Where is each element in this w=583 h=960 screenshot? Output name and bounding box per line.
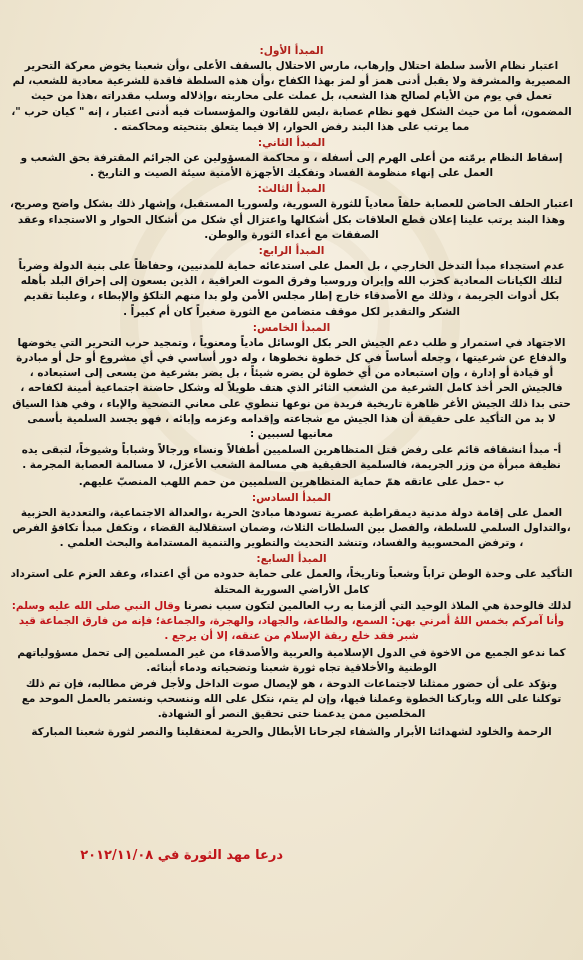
section-item: أ- مبدأ انشقاقه قائم على رفض قتل المتظاهرين السلميين أطفالاً ونساء ورجالاً وشباباً وشيوخاً، لتبقى يده نظيفة مبرأة من وزر الجريمة، فالسلمية الحقيقية هي مسالمة الشعب الأعزل، لا مسالمة العصابة المجرمة . [21, 444, 562, 472]
closing-call-paragraph: كما ندعو الجميع من الاخوة في الدول الإسلامية والعربية والأصدقاء من غير المسلمين إلى تحمل مسؤولياتهم الوطنية والأخلاقية تجاه ثورة شعبنا وتضحياته ودماء أبنائه. [17, 646, 566, 674]
section-heading: المبدأ الخامس: [252, 321, 331, 334]
closing-doha-paragraph: ونؤكد على أن حضور ممثلنا لاجتماعات الدوحة ، هو لإيصال صوت الداخل ولأجل فرض مطالبه، فإن تم ذلك توكلنا على الله وباركنا الخطوة وعملنا فيها، وإن لم يتم، نتكل على الله وننسحب ونستمر بالعمل الموحد مع المخلصين ممن يدعمنا حتى تحقيق النصر أو الشهادة. [21, 677, 562, 721]
section-text: العمل على إقامة دولة مدنية ديمقراطية عصرية تسودها مبادئ الحرية ،والعدالة الاجتماعية، والتعددية الحزبية ،والتداول السلمي للسلطة، والفصل بين السلطات الثلاث، وضمان استقلالية القضاء ، وتكفل مبدأ تكافؤ الفرص ، وترفض المحسوبية والفساد، وتنشد التحديث والتطوير والتنمية المستدامة والبحث العلمي . [12, 506, 571, 550]
hadith-quote: وقال النبي صلى الله عليه وسلم: وأنا آمركم بخمس اللهُ أمرني بهن: السمع، والطاعة، والجهاد، والهجرة، والجماعة؛ فإنه من فارق الجماعة قيد شبر فقد خلع ربقة الإسلام من عنقه، إلا أن يرجع . [11, 599, 565, 643]
date-line: درعا مهد الثورة في ٢٠١٢/١١/٠٨ [80, 848, 283, 863]
section-text: التأكيد على وحدة الوطن تراباً وشعباً وتاريخاً، والعمل على حماية حدوده من أي اعتداء، وعقد العزم على استرداد كامل الأراضي السورية المحتلة [10, 568, 573, 596]
section-item: ب -حمل على عاتقه همّ حماية المتظاهرين السلميين من حمم اللهب المنصبّ عليهم. [78, 475, 505, 488]
document-body [10, 44, 573, 741]
section-text: إسقاط النظام برمّته من أعلى الهرم إلى أسفله ، و محاكمة المسؤولين عن الجرائم المقترفة بحق الشعب و العمل على إنهاء منظومة الفساد وتفكيك الأجهزة الأمنية سيئة الصيت و التاريخ . [20, 152, 563, 180]
section-text: عدم استجداء مبدأ التدخل الخارجي ، بل العمل على استدعائه حماية للمدنيين، وحفاظاً على بنية الدولة وضرباً لتلك الكيانات المعادية كحزب الله وإيران وروسيا وفرق الموت العراقية ، الذين يسعون إلى إحراق البلد بأهله بكل أدوات الجريمة ، وذلك مع الأصدقاء خارج إطار مجلس الأمن ولو بدا منهم التلكؤ والإبطاء ، وعلينا تقديم الشكر والتقدير لكل موقف متضامن مع الثورة صغيراً كان أم كبيراً . [18, 260, 565, 318]
section-heading: المبدأ الأول: [259, 45, 324, 57]
closing-unity-text: لذلك فالوحدة هي الملاذ الوحيد التي ألزمنا به رب العالمين لتكون سبب نصرنا [184, 599, 572, 612]
section-heading: المبدأ السادس: [251, 491, 332, 504]
section-text: الاجتهاد في استمرار و طلب دعم الجيش الحر بكل الوسائل مادياً ومعنوياً ، وتمجيد حرب التحرير التي يخوضها والدفاع عن شرعيتها ، وجعله أساساً في كل خطوة نخطوها ، وله دور أساسي في أي مشروع أو حل أو مبادرة أو قيادة أو إدارة ، وإن استبعاده من أي خطوة لن يضره شيئاً ، بل يضر بشرعية من يسعى إلى استبعاده ، فالجيش الحر أخذ كامل الشرعية من الشعب الثائر الذي هتف طويلاً له وشكل حاضنة اجتماعية أمينة لكفاحه ، حتى بدا ذلك الجيش الأغر ظاهرة تاريخية فريدة من نوعها تنطوي على معاني التضحية والإباء ، وفي هذا السياق لا بد من التأكيد على حقيقة أن هذا الجيش مع شجاعته وإقدامه وعزمه وإبائه ، فهو يجسد السلمية بأسمى معانيها لسببين : [12, 336, 571, 441]
closing-unity-paragraph [10, 599, 573, 645]
closing-signoff: الرحمة والخلود لشهدائنا الأبرار والشفاء لجرحانا الأبطال والحرية لمعتقلينا والنصر لثورة شعبنا المباركة [31, 725, 552, 738]
section-heading: المبدأ الثالث: [257, 183, 326, 196]
section-heading: المبدأ السابع: [256, 553, 327, 566]
section-text: اعتبار نظام الأسد سلطة احتلال وإرهاب، مارس الاحتلال بالسقف الأعلى ،وأن شعبنا يخوض معركة التحرير المصيرية والمشرفة ولا يقبل أدنى همز أو لمز بهذا الكفاح ،وأن هذه السلطة فاقدة للشرعية معادية للشعب، لم تعمل في يوم من الأيام لصالح هذا الشعب، بل عملت على محاربته ،وإذلاله وسلب مقدراته ،هذا من حيث المضمون، أما من حيث الشكل فهو نظام عصابة ،ليس للقانون والمؤسسات فيه أدنى اعتبار ، إنه " كيان حرب "، مما يرتب على هذا البند رفض الحوار، إلا فيما يتعلق بتنحيته ومحاكمته . [11, 60, 572, 133]
section-heading: المبدأ الثاني: [257, 137, 326, 150]
section-text: اعتبار الحلف الحاضن للعصابة حلفاً معادياً للثورة السورية، ولسوريا المستقبل، وإشهار ذلك بشكل واضح وصريح، وهذا البند يرتب علينا إعلان قطع العلاقات بكل أشكالها واعتزال أي شكل من أشكال الحوار و الاستجداء وعقد الصفقات مع أعداء الثورة والوطن. [10, 198, 573, 241]
section-heading: المبدأ الرابع: [258, 245, 325, 258]
